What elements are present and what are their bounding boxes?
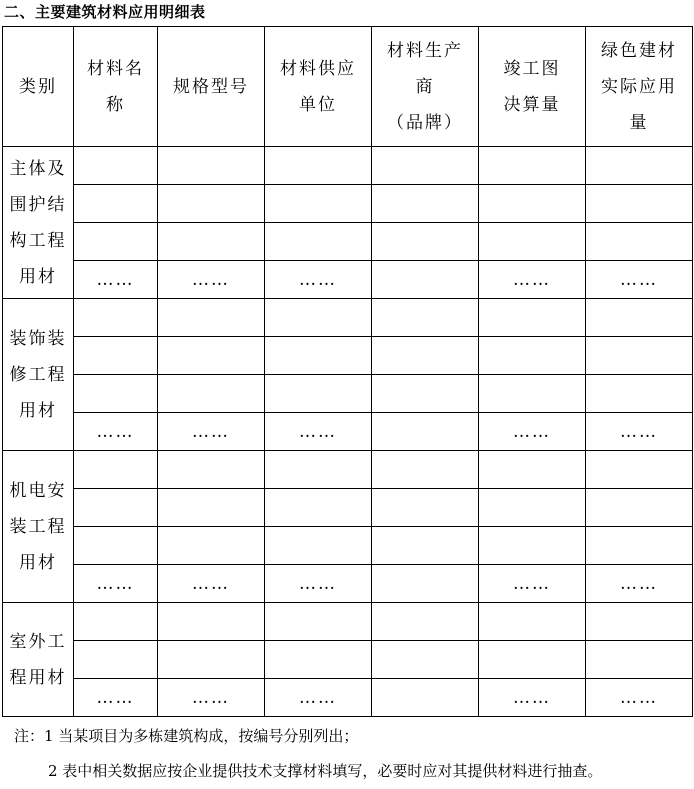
ellipsis-cell: …… <box>479 679 586 717</box>
empty-cell <box>265 147 372 185</box>
table-body <box>3 147 693 717</box>
category-cell <box>3 147 74 299</box>
table-row <box>3 565 693 603</box>
empty-cell <box>158 185 265 223</box>
empty-cell <box>479 527 586 565</box>
header-cell <box>158 27 265 147</box>
category-label-line: 主体及 <box>9 158 67 179</box>
empty-cell <box>74 147 158 185</box>
header-label-line: 绿色建材 <box>601 40 677 61</box>
empty-cell <box>586 185 693 223</box>
empty-cell <box>372 679 479 717</box>
empty-cell <box>372 451 479 489</box>
empty-cell <box>586 147 693 185</box>
header-cell <box>74 27 158 147</box>
ellipsis-cell: …… <box>586 413 693 451</box>
empty-cell <box>74 375 158 413</box>
empty-cell <box>586 527 693 565</box>
empty-cell <box>372 413 479 451</box>
empty-cell <box>586 489 693 527</box>
empty-cell <box>372 337 479 375</box>
table-title: 二、主要建筑材料应用明细表 <box>4 3 206 21</box>
category-label-line: 机电安 <box>9 480 67 501</box>
empty-cell <box>586 375 693 413</box>
category-cell <box>3 451 74 603</box>
empty-cell <box>74 603 158 641</box>
empty-cell <box>74 489 158 527</box>
category-label-line: 修工程 <box>9 364 67 385</box>
header-cell <box>479 27 586 147</box>
ellipsis-cell: …… <box>265 679 372 717</box>
ellipsis-cell: …… <box>74 261 158 299</box>
category-label-line: 装饰装 <box>9 328 67 349</box>
header-label-line: 材料名 <box>87 58 144 79</box>
empty-cell <box>479 603 586 641</box>
empty-cell <box>74 641 158 679</box>
ellipsis-cell: …… <box>586 679 693 717</box>
empty-cell <box>158 527 265 565</box>
table-row <box>3 223 693 261</box>
empty-cell <box>479 223 586 261</box>
empty-cell <box>265 603 372 641</box>
table-row <box>3 413 693 451</box>
table-row <box>3 603 693 641</box>
ellipsis-cell: …… <box>479 261 586 299</box>
empty-cell <box>265 375 372 413</box>
header-label-line: 量 <box>629 112 649 133</box>
note-2: 2 表中相关数据应按企业提供技术支撑材料填写，必要时应对其提供材料进行抽查。 <box>48 762 603 780</box>
category-label-line: 构工程 <box>9 230 67 251</box>
note-1: 注：1 当某项目为多栋建筑构成，按编号分别列出； <box>14 727 359 745</box>
header-cell <box>265 27 372 147</box>
ellipsis-cell: …… <box>479 565 586 603</box>
empty-cell <box>265 185 372 223</box>
category-label-line: 用材 <box>19 552 57 573</box>
empty-cell <box>265 489 372 527</box>
empty-cell <box>586 603 693 641</box>
empty-cell <box>372 185 479 223</box>
empty-cell <box>74 223 158 261</box>
empty-cell <box>265 223 372 261</box>
empty-cell <box>479 641 586 679</box>
empty-cell <box>74 527 158 565</box>
ellipsis-cell: …… <box>479 413 586 451</box>
table-row <box>3 527 693 565</box>
table-row <box>3 451 693 489</box>
category-cell <box>3 299 74 451</box>
empty-cell <box>372 223 479 261</box>
table-row <box>3 147 693 185</box>
empty-cell <box>265 527 372 565</box>
ellipsis-cell: …… <box>74 679 158 717</box>
table-row <box>3 261 693 299</box>
empty-cell <box>586 223 693 261</box>
empty-cell <box>158 299 265 337</box>
table-row <box>3 299 693 337</box>
table-row <box>3 489 693 527</box>
category-label-line: 室外工 <box>9 631 67 652</box>
table-row <box>3 679 693 717</box>
empty-cell <box>158 489 265 527</box>
empty-cell <box>372 375 479 413</box>
empty-cell <box>265 451 372 489</box>
header-label-line: 材料供应 <box>280 58 356 79</box>
category-label-line: 装工程 <box>9 516 67 537</box>
empty-cell <box>372 261 479 299</box>
header-label-line: 竣工图 <box>503 58 561 79</box>
header-label-line: 类别 <box>19 76 57 97</box>
empty-cell <box>74 299 158 337</box>
header-label-line: 单位 <box>299 94 337 115</box>
empty-cell <box>158 223 265 261</box>
empty-cell <box>479 375 586 413</box>
empty-cell <box>479 185 586 223</box>
table-row <box>3 375 693 413</box>
ellipsis-cell: …… <box>158 679 265 717</box>
empty-cell <box>265 337 372 375</box>
materials-table <box>2 26 693 717</box>
empty-cell <box>479 489 586 527</box>
empty-cell <box>158 375 265 413</box>
empty-cell <box>74 185 158 223</box>
header-label-line: 规格型号 <box>173 76 249 97</box>
empty-cell <box>372 527 479 565</box>
header-label-line: 称 <box>106 94 125 115</box>
header-label-line: 决算量 <box>503 94 561 115</box>
header-label-line: （品牌） <box>387 112 463 133</box>
header-label-line: 材料生产 <box>387 40 463 61</box>
empty-cell <box>158 641 265 679</box>
ellipsis-cell: …… <box>586 261 693 299</box>
empty-cell <box>372 641 479 679</box>
header-row <box>3 27 693 147</box>
empty-cell <box>586 299 693 337</box>
empty-cell <box>158 603 265 641</box>
table-row <box>3 185 693 223</box>
category-label-line: 围护结 <box>9 194 67 215</box>
empty-cell <box>372 299 479 337</box>
empty-cell <box>265 641 372 679</box>
empty-cell <box>479 451 586 489</box>
empty-cell <box>586 451 693 489</box>
header-cell <box>586 27 693 147</box>
ellipsis-cell: …… <box>265 565 372 603</box>
ellipsis-cell: …… <box>586 565 693 603</box>
empty-cell <box>158 147 265 185</box>
empty-cell <box>158 451 265 489</box>
header-cell <box>3 27 74 147</box>
header-label-line: 商 <box>415 76 435 97</box>
header-cell <box>372 27 479 147</box>
empty-cell <box>479 147 586 185</box>
ellipsis-cell: …… <box>265 261 372 299</box>
table-row <box>3 337 693 375</box>
ellipsis-cell: …… <box>74 565 158 603</box>
ellipsis-cell: …… <box>158 565 265 603</box>
empty-cell <box>586 641 693 679</box>
empty-cell <box>479 299 586 337</box>
table-row <box>3 641 693 679</box>
empty-cell <box>265 299 372 337</box>
category-cell <box>3 603 74 717</box>
category-label-line: 用材 <box>19 266 57 287</box>
empty-cell <box>158 337 265 375</box>
category-label-line: 程用材 <box>9 667 67 688</box>
empty-cell <box>479 337 586 375</box>
empty-cell <box>372 489 479 527</box>
empty-cell <box>586 337 693 375</box>
empty-cell <box>372 565 479 603</box>
ellipsis-cell: …… <box>158 261 265 299</box>
ellipsis-cell: …… <box>158 413 265 451</box>
empty-cell <box>372 147 479 185</box>
empty-cell <box>74 337 158 375</box>
ellipsis-cell: …… <box>265 413 372 451</box>
empty-cell <box>74 451 158 489</box>
category-label-line: 用材 <box>19 400 57 421</box>
header-label-line: 实际应用 <box>601 76 677 97</box>
ellipsis-cell: …… <box>74 413 158 451</box>
empty-cell <box>372 603 479 641</box>
